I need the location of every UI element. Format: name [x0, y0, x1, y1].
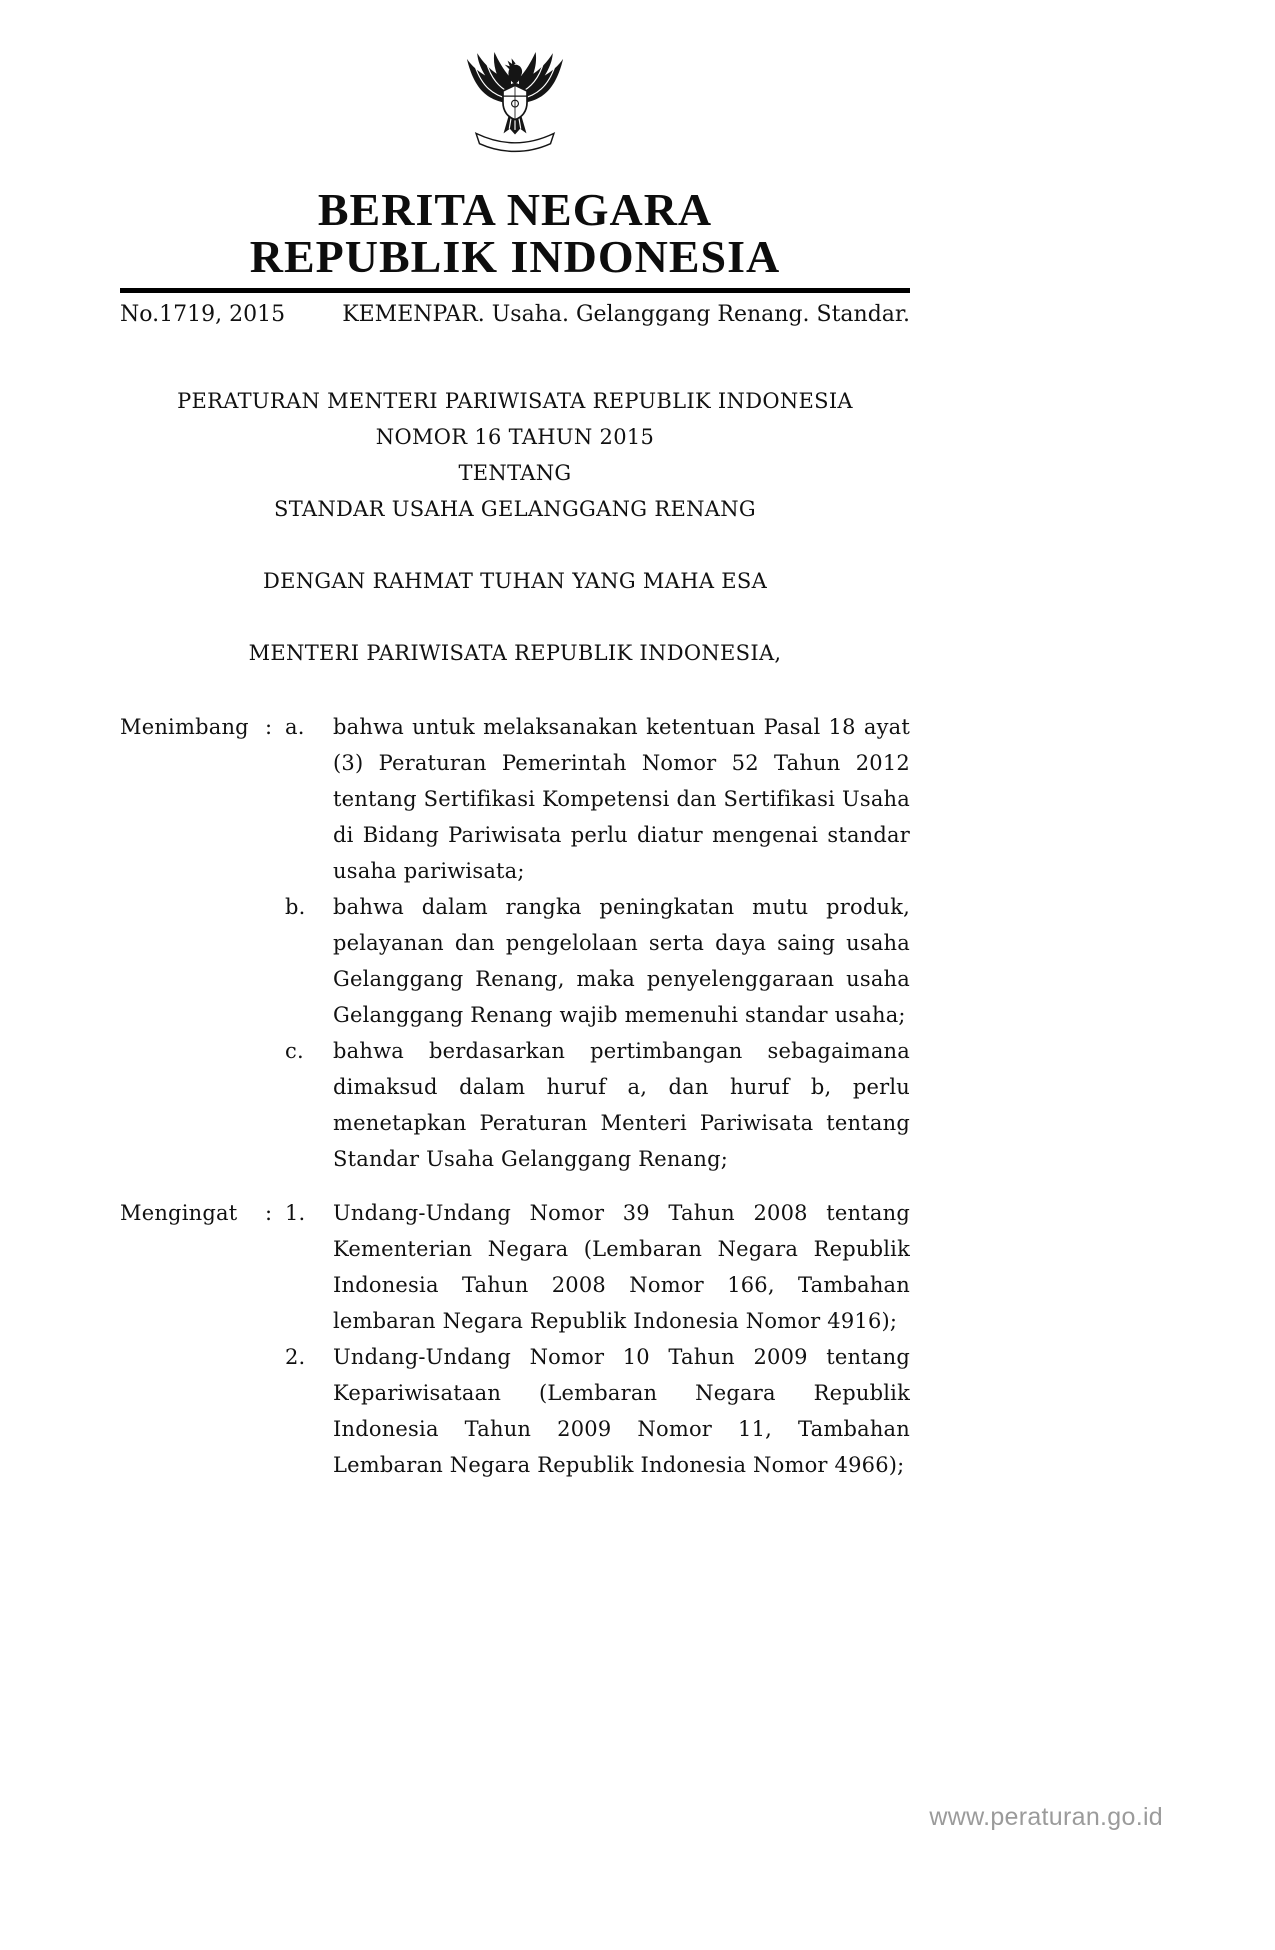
authority-line: MENTERI PARIWISATA REPUBLIK INDONESIA,: [248, 641, 782, 665]
masthead-divider-rule: [120, 288, 910, 293]
legal-basis-section: [120, 1195, 910, 1483]
item-text: Undang-Undang Nomor 39 Tahun 2008 tentang Kementerian Negara (Lembaran Negara Republik Indonesia Tahun 2008 Nomor 166, Tambahan lembaran Negara Republik Indonesia Nomor 4916);: [333, 1201, 910, 1333]
gazette-subject: KEMENPAR. Usaha. Gelanggang Renang. Standar.: [342, 302, 910, 327]
considering-items: [285, 709, 910, 1177]
legal-basis-items: [285, 1195, 910, 1483]
item-text: Undang-Undang Nomor 10 Tahun 2009 tentang Kepariwisataan (Lembaran Negara Republik Indonesia Tahun 2009 Nomor 11, Tambahan Lembaran Negara Republik Indonesia Nomor 4966);: [333, 1345, 910, 1477]
regulation-title-line1: PERATURAN MENTERI PARIWISATA REPUBLIK INDONESIA: [177, 389, 853, 413]
regulation-title-line3: TENTANG: [458, 461, 572, 485]
considering-item-c: [285, 1033, 910, 1177]
regulation-title-line2: NOMOR 16 TAHUN 2015: [375, 425, 655, 449]
item-marker: c.: [285, 1039, 304, 1063]
regulation-title-block: [120, 383, 910, 671]
legal-basis-label: Mengingat: [120, 1201, 238, 1225]
footer-watermark-url: www.peraturan.go.id: [929, 1803, 1163, 1831]
garuda-pancasila-emblem-icon: [452, 42, 578, 164]
item-text: bahwa berdasarkan pertimbangan sebagaimana dimaksud dalam huruf a, dan huruf b, perlu menetapkan Peraturan Menteri Pariwisata tentang Standar Usaha Gelanggang Renang;: [333, 1039, 910, 1171]
regulation-title-line4: STANDAR USAHA GELANGGANG RENANG: [274, 497, 756, 521]
considering-item-a: [285, 709, 910, 889]
document-page: [120, 0, 910, 1483]
masthead: [120, 186, 910, 280]
considering-colon: :: [265, 715, 273, 739]
considering-label: Menimbang: [120, 715, 249, 739]
item-marker: b.: [285, 895, 306, 919]
item-marker: a.: [285, 715, 305, 739]
masthead-title-line1: BERITA NEGARA: [317, 184, 713, 235]
masthead-title-line2: REPUBLIK INDONESIA: [249, 231, 781, 282]
considering-item-b: [285, 889, 910, 1033]
emblem-container: [120, 0, 910, 168]
legal-basis-item-1: [285, 1195, 910, 1339]
item-marker: 2.: [285, 1345, 306, 1369]
gazette-number: No.1719, 2015: [120, 302, 286, 327]
legal-basis-colon: :: [265, 1201, 273, 1225]
item-text: bahwa untuk melaksanakan ketentuan Pasal 18 ayat (3) Peraturan Pemerintah Nomor 52 Tahun 2012 tentang Sertifikasi Kompetensi dan Sertifikasi Usaha di Bidang Pariwisata perlu diatur mengenai standar usaha pariwisata;: [333, 715, 910, 883]
considering-section: [120, 709, 910, 1177]
item-text: bahwa dalam rangka peningkatan mutu produk, pelayanan dan pengelolaan serta daya saing usaha Gelanggang Renang, maka penyelenggaraan usaha Gelanggang Renang wajib memenuhi standar usaha;: [333, 895, 910, 1027]
item-marker: 1.: [285, 1201, 306, 1225]
gazette-header-row: [120, 302, 910, 327]
legal-basis-item-2: [285, 1339, 910, 1483]
invocation-line: DENGAN RAHMAT TUHAN YANG MAHA ESA: [262, 569, 768, 593]
